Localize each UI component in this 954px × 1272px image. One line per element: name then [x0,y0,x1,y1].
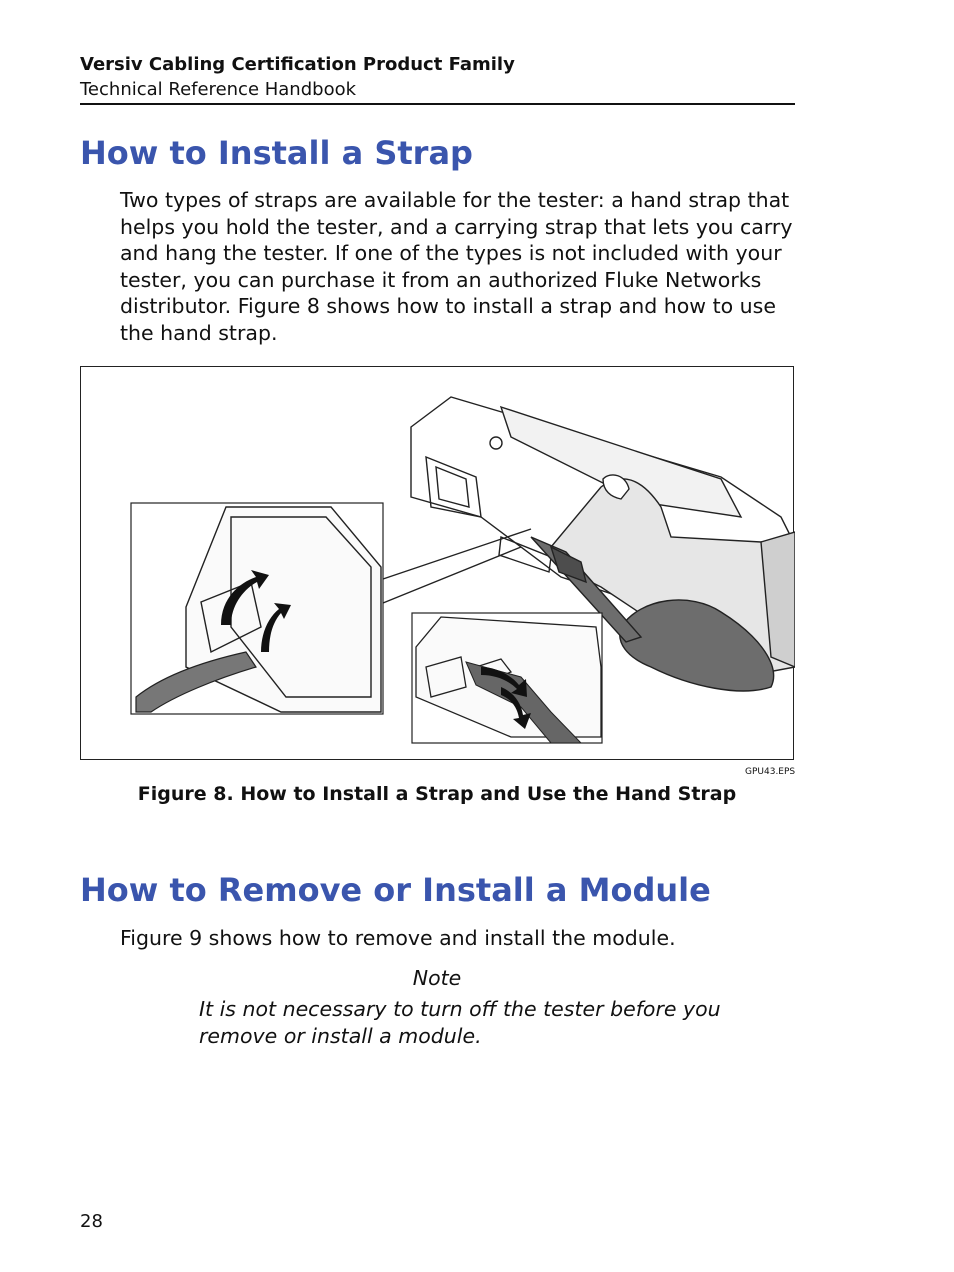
section-heading-install-strap: How to Install a Strap [80,134,473,172]
running-header-title: Versiv Cabling Certification Product Family [80,54,515,75]
strap-paragraph: Two types of straps are available for the tester: a hand strap that helps you hold the tester, and a carrying strap that lets you carry and hang the tester. If one of the types is not included with your tester, you can purchase it from an authorized Fluke Networks distributor. Figure 8 shows how to install a strap and how to use the hand strap. [120,188,793,345]
figure-8-illustration [80,366,794,760]
header-divider [80,103,795,105]
note-text: It is not necessary to turn off the tester before you remove or install a module. [199,997,721,1048]
note-label: Note [412,966,462,990]
running-header-subtitle: Technical Reference Handbook [80,79,357,100]
page-number: 28 [80,1211,103,1232]
module-paragraph: Figure 9 shows how to remove and install the module. [120,926,676,950]
figure-file-code: GPU43.EPS [745,767,796,777]
figure-8-caption: Figure 8. How to Install a Strap and Use the Hand Strap [137,783,737,805]
section-heading-module: How to Remove or Install a Module [80,871,711,909]
